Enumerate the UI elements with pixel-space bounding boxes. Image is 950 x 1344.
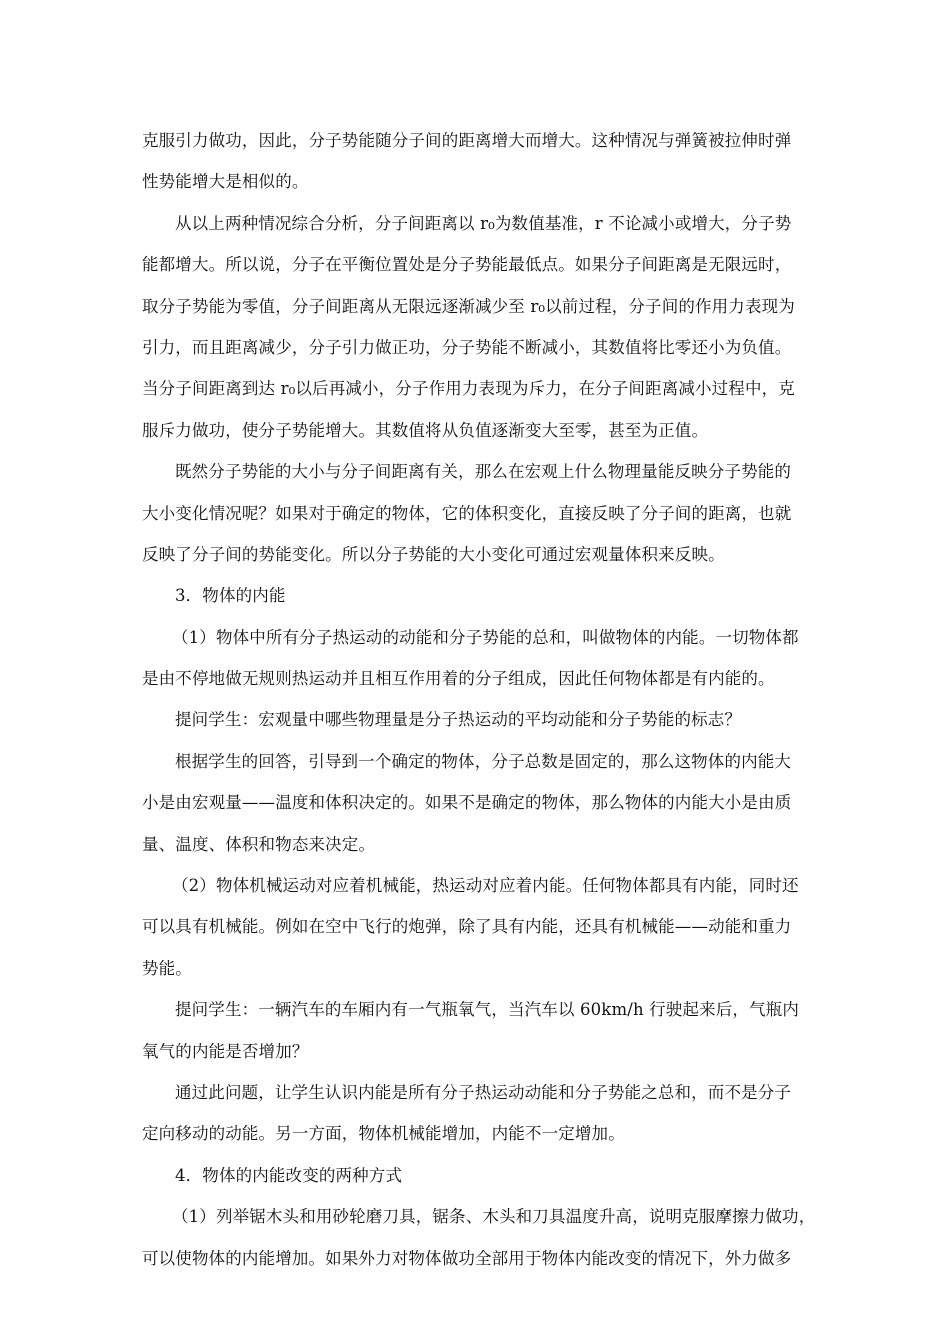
text-line: 能都增大。所以说，分子在平衡位置处是分子势能最低点。如果分子间距离是无限远时，	[142, 255, 792, 275]
text-line: （1）物体中所有分子热运动的动能和分子势能的总和，叫做物体的内能。一切物体都	[172, 627, 799, 647]
text-line: 可以使物体的内能增加。如果外力对物体做功全部用于物体内能改变的情况下，外力做多	[142, 1248, 792, 1268]
text-line: （1）列举锯木头和用砂轮磨刀具，锯条、木头和刀具温度升高，说明克服摩擦力做功，	[172, 1207, 816, 1227]
text-line: 提问学生：一辆汽车的车厢内有一气瓶氧气，当汽车以 60km/h 行驶起来后，气瓶内	[175, 1000, 799, 1020]
text-line: 根据学生的回答，引导到一个确定的物体，分子总数是固定的，那么这物体的内能大	[175, 751, 792, 771]
text-line: 当分子间距离到达 r₀以后再减小，分子作用力表现为斥力，在分子间距离减小过程中，克	[142, 379, 795, 399]
text-line: 4．物体的内能改变的两种方式	[175, 1165, 403, 1185]
text-line: 可以具有机械能。例如在空中飞行的炮弹，除了具有内能，还具有机械能——动能和重力	[142, 917, 792, 937]
document-body	[142, 120, 816, 1279]
text-line: 从以上两种情况综合分析，分子间距离以 r₀为数值基准，r 不论减小或增大，分子势	[175, 213, 792, 233]
text-line: （2）物体机械运动对应着机械能，热运动对应着内能。任何物体都具有内能，同时还	[172, 876, 799, 896]
text-line: 克服引力做功，因此，分子势能随分子间的距离增大而增大。这种情况与弹簧被拉伸时弹	[142, 131, 792, 150]
text-line: 通过此问题，让学生认识内能是所有分子热运动动能和分子势能之总和，而不是分子	[175, 1082, 792, 1102]
text-line: 3．物体的内能	[175, 586, 286, 606]
text-line: 是由不停地做无规则热运动并且相互作用着的分子组成，因此任何物体都是有内能的。	[142, 669, 775, 689]
text-line: 性势能增大是相似的。	[142, 172, 309, 192]
text-line: 提问学生：宏观量中哪些物理量是分子热运动的平均动能和分子势能的标志？	[175, 710, 742, 730]
text-line: 取分子势能为零值，分子间距离从无限远逐渐减少至 r₀以前过程，分子间的作用力表现为	[142, 296, 795, 316]
text-line: 引力，而且距离减少，分子引力做正功，分子势能不断减小，其数值将比零还小为负值。	[142, 337, 792, 357]
text-line: 量、温度、体积和物态来决定。	[142, 834, 376, 854]
text-line: 小是由宏观量——温度和体积决定的。如果不是确定的物体，那么物体的内能大小是由质	[142, 793, 792, 813]
text-line: 服斥力做功，使分子势能增大。其数值将从负值逐渐变大至零，甚至为正值。	[142, 420, 709, 440]
text-line: 既然分子势能的大小与分子间距离有关，那么在宏观上什么物理量能反映分子势能的	[175, 462, 792, 482]
text-line: 氧气的内能是否增加？	[142, 1041, 309, 1061]
text-line: 势能。	[142, 958, 192, 978]
text-line: 大小变化情况呢？如果对于确定的物体，它的体积变化，直接反映了分子间的距离，也就	[142, 503, 792, 523]
text-line: 定向移动的动能。另一方面，物体机械能增加，内能不一定增加。	[142, 1124, 625, 1144]
text-line: 反映了分子间的势能变化。所以分子势能的大小变化可通过宏观量体积来反映。	[142, 544, 725, 564]
